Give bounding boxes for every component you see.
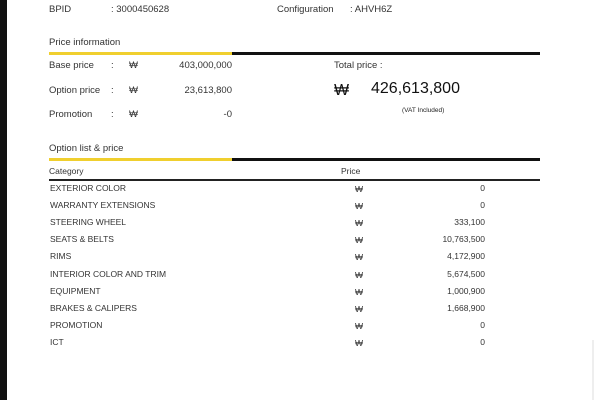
option-price: 0 — [480, 183, 485, 193]
option-category: WARRANTY EXTENSIONS — [50, 200, 156, 211]
currency-symbol: ₩ — [129, 60, 138, 71]
option-price: 5,674,500 — [447, 268, 485, 279]
option-category: EQUIPMENT — [50, 285, 101, 296]
total-currency: ₩ — [334, 82, 350, 99]
currency-symbol: ₩ — [355, 201, 364, 212]
option-category: ICT — [50, 336, 64, 347]
option-price: 0 — [480, 319, 485, 330]
price-row-value: 23,613,800 — [184, 85, 232, 96]
currency-symbol: ₩ — [355, 218, 364, 229]
option-category: INTERIOR COLOR AND TRIM — [50, 268, 167, 279]
option-category: BRAKES & CALIPERS — [50, 302, 137, 313]
section-rule — [49, 158, 540, 161]
section-title: Option list & price — [49, 143, 124, 154]
separator: : — [111, 85, 114, 96]
option-category: PROMOTION — [50, 319, 103, 330]
price-row-label: Base price — [49, 60, 94, 71]
option-price: 1,000,900 — [447, 285, 485, 296]
option-price: 0 — [480, 336, 485, 347]
option-price: 10,763,500 — [442, 234, 485, 245]
option-price: 4,172,900 — [447, 251, 485, 262]
right-edge — [592, 340, 594, 400]
option-category: RIMS — [50, 251, 72, 262]
option-price: 0 — [480, 200, 485, 211]
bpid-label: BPID — [49, 4, 72, 15]
configuration-value: : AHVH6Z — [350, 4, 393, 15]
currency-symbol: ₩ — [355, 286, 364, 297]
total-price-value: 426,613,800 — [371, 80, 460, 97]
price-row-label: Option price — [49, 85, 101, 96]
vat-note: (VAT Included) — [402, 107, 445, 114]
column-header-category: Category — [49, 166, 84, 176]
option-category: STEERING WHEEL — [50, 217, 127, 228]
currency-symbol: ₩ — [355, 269, 364, 280]
currency-symbol: ₩ — [129, 85, 138, 96]
option-price: 1,668,900 — [447, 302, 485, 313]
bpid-value: : 3000450628 — [111, 4, 170, 15]
currency-symbol: ₩ — [355, 303, 364, 314]
currency-symbol: ₩ — [355, 184, 364, 194]
total-price-label: Total price : — [334, 60, 383, 71]
option-category: SEATS & BELTS — [50, 234, 114, 245]
price-row-value: -0 — [223, 109, 232, 120]
separator: : — [111, 60, 114, 71]
currency-symbol: ₩ — [355, 320, 364, 331]
price-row-value: 403,000,000 — [179, 60, 232, 71]
option-price: 333,100 — [454, 217, 485, 228]
currency-symbol: ₩ — [129, 109, 138, 120]
configuration-label: Configuration — [277, 4, 334, 15]
section-title: Price information — [49, 37, 121, 48]
section-rule — [49, 52, 540, 55]
left-border — [0, 0, 7, 400]
currency-symbol: ₩ — [355, 252, 364, 263]
separator: : — [111, 109, 114, 120]
header-rule — [49, 179, 540, 181]
price-row-label: Promotion — [49, 109, 93, 120]
currency-symbol: ₩ — [355, 337, 364, 348]
option-category: EXTERIOR COLOR — [50, 183, 127, 193]
currency-symbol: ₩ — [355, 235, 364, 246]
column-header-price: Price — [341, 166, 361, 176]
